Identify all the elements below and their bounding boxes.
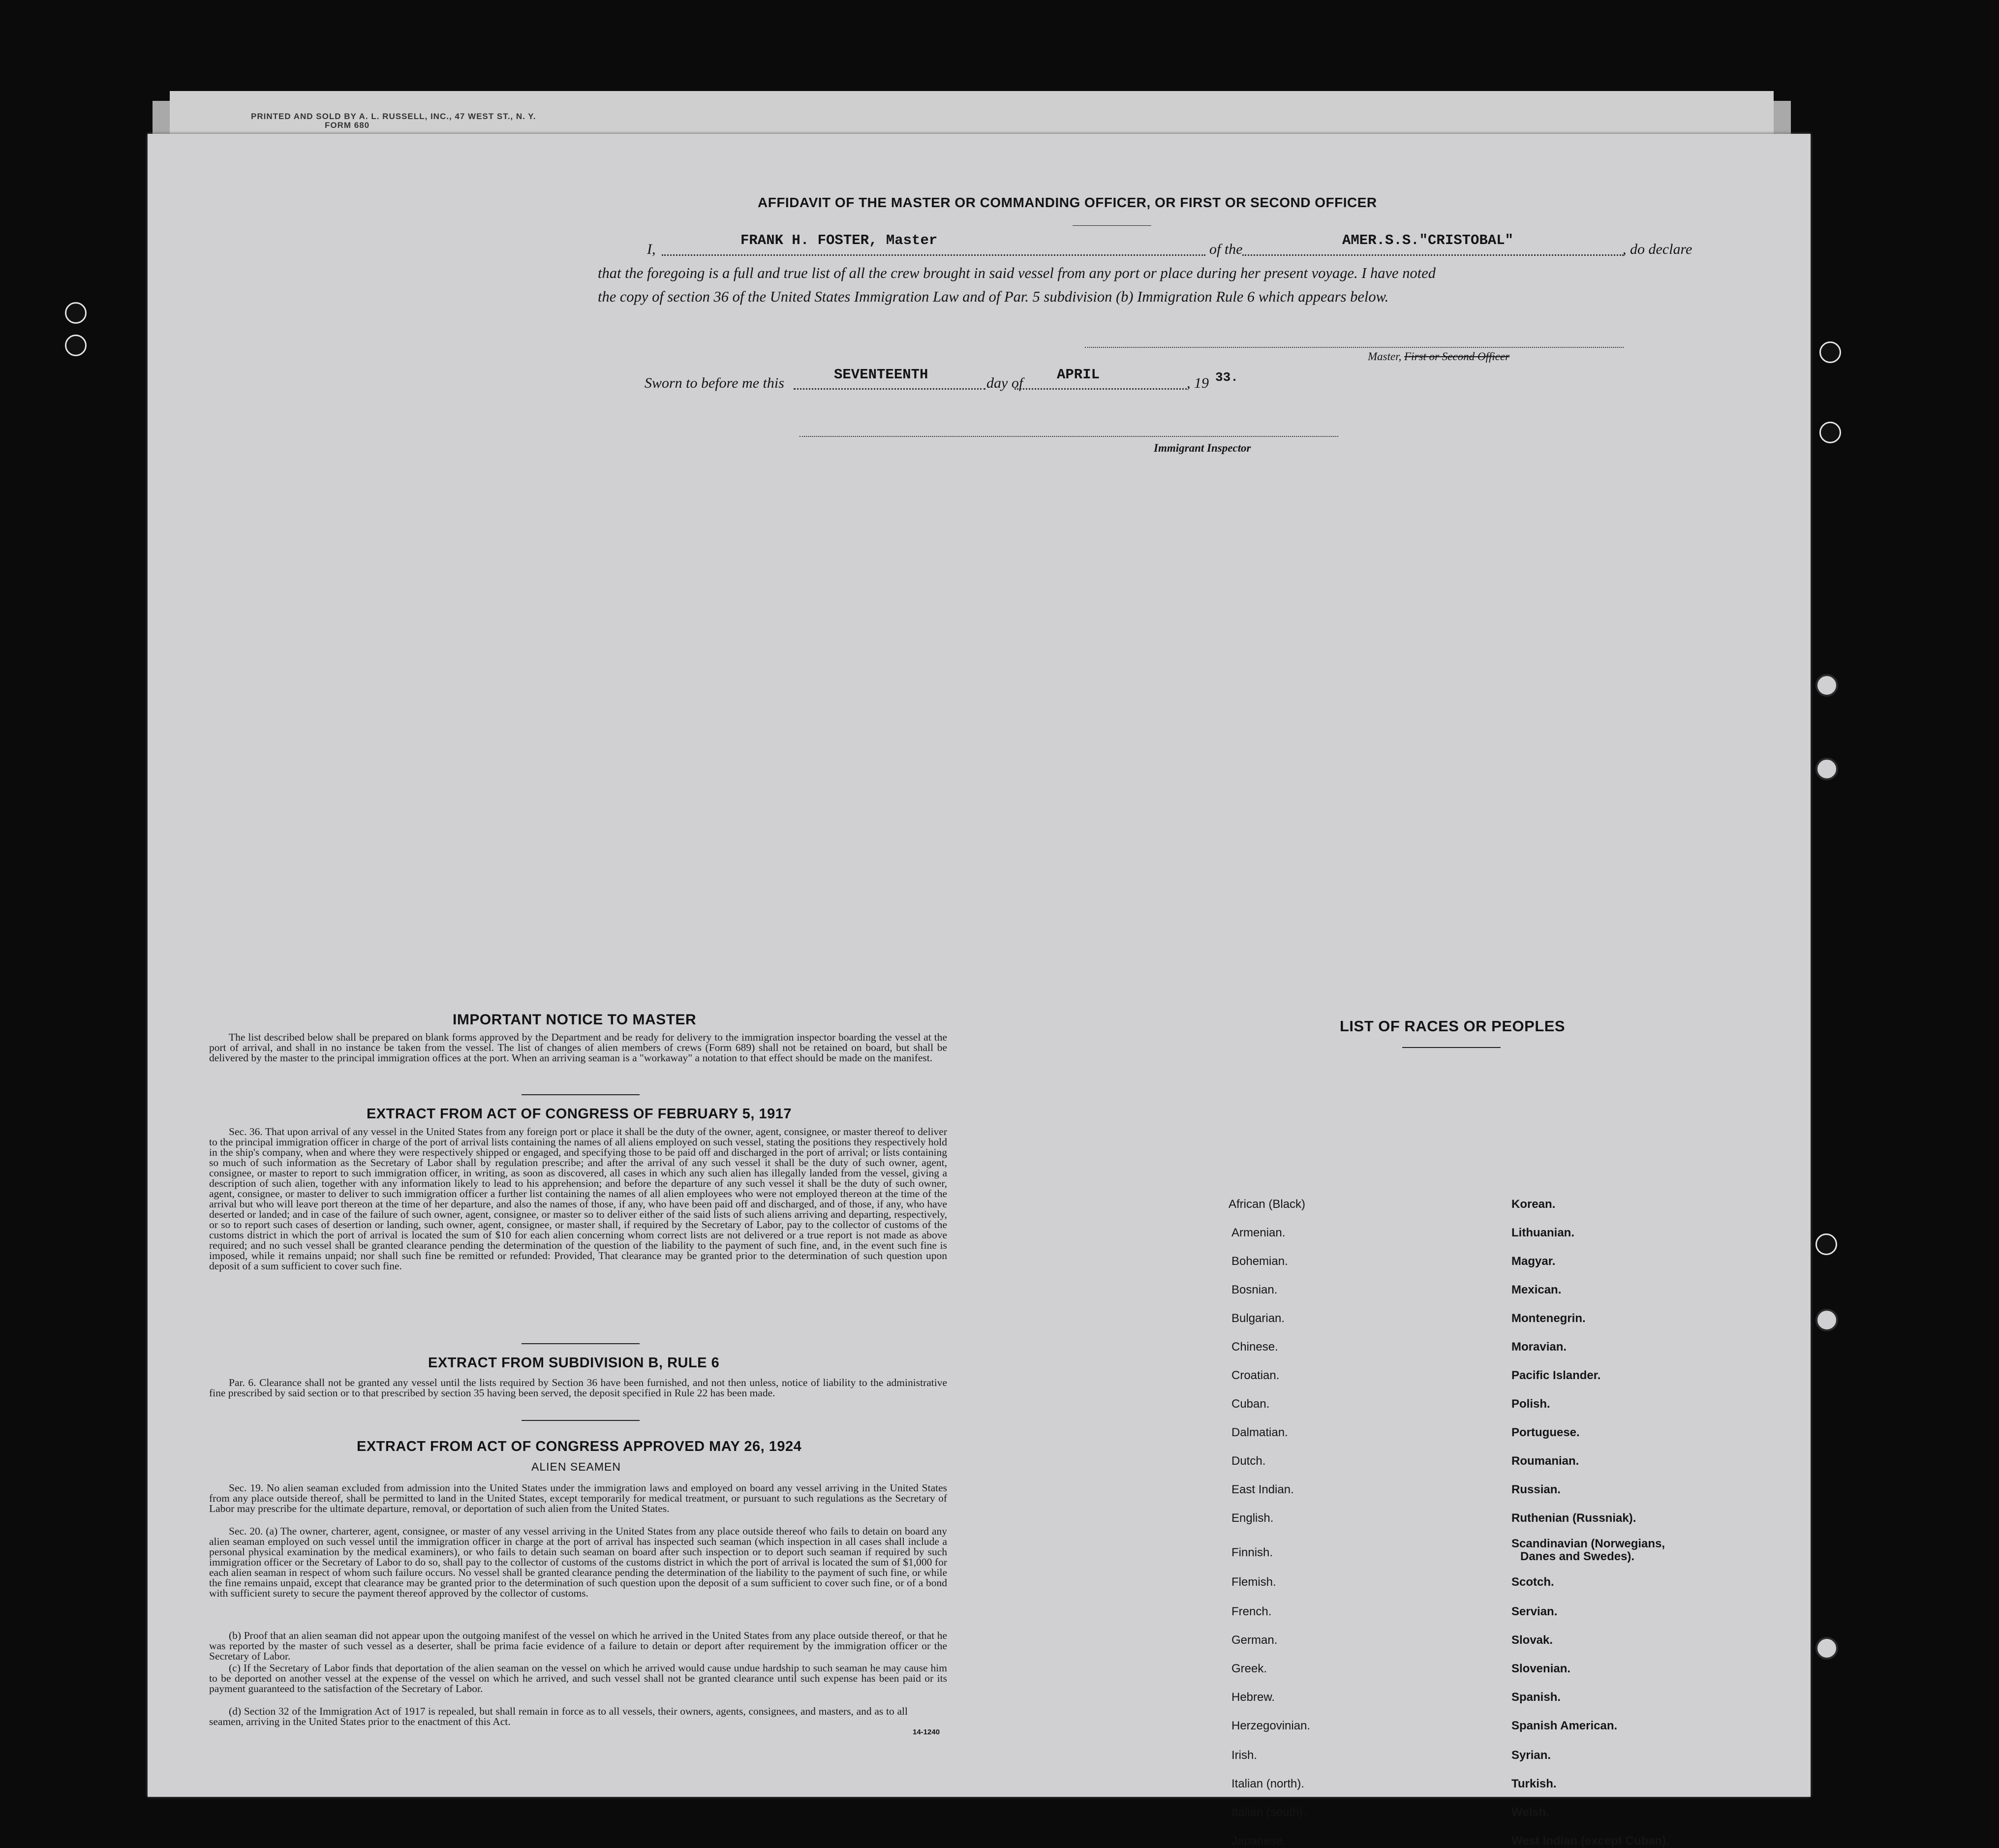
punch-hole-left-1	[65, 302, 87, 324]
of-the-label: of the	[1209, 241, 1243, 257]
declare-label: , do declare	[1623, 241, 1692, 257]
race-item-left: French.	[1231, 1605, 1272, 1618]
race-item-right: Roumanian.	[1511, 1454, 1579, 1468]
notice-divider	[522, 1094, 640, 1095]
printer-imprint-line: PRINTED AND SOLD BY A. L. RUSSELL, INC., 47 WEST ST., N. Y.	[251, 112, 536, 121]
race-item-left: Chinese.	[1231, 1340, 1278, 1354]
punch-hole-right-3	[1815, 674, 1838, 697]
sec20d-text: (d) Section 32 of the Immigration Act of 1917 is repealed, but shall remain in force as to all vessels, their owners, agents, consignees, and masters, and as to all seamen, arriving in the United States prior to the enactment of this Act.	[209, 1705, 908, 1727]
notice-title: IMPORTANT NOTICE TO MASTER	[453, 1012, 697, 1028]
race-item-left: Bohemian.	[1231, 1255, 1288, 1268]
sec20b-text: (b) Proof that an alien seaman did not appear upon the outgoing manifest of the vessel on which he arrived in the United States from any place outside thereof, or that he was reported by the master of such vessel as a deserter, shall be prima facie evidence of a failure to detain or deport after requirement by the immigration officer or the Secretary of Labor.	[209, 1630, 947, 1662]
form-number: FORM 680	[325, 121, 370, 130]
punch-hole-right-1	[1819, 341, 1841, 363]
race-item-right: Moravian.	[1511, 1340, 1567, 1354]
race-item-left: Bulgarian.	[1231, 1312, 1285, 1325]
sec20c-text: (c) If the Secretary of Labor finds that deportation of the alien seaman on the vessel on which he arrived would cause undue hardship to such seaman he may cause him to be deported on another vessel at the expense of the vessel on which he arrived, and such vessel shall not be granted clearance until such expense has been paid or its payment guaranteed to the satisfaction of the Secretary of Labor.	[209, 1662, 947, 1694]
races-title: LIST OF RACES OR PEOPLES	[1340, 1017, 1566, 1035]
master-signature-line	[1085, 347, 1624, 348]
race-item-right: Scandinavian (Norwegians,	[1511, 1537, 1665, 1550]
inspector-label: Immigrant Inspector	[1154, 442, 1251, 454]
race-item-right: Turkish.	[1511, 1777, 1557, 1790]
race-item-left: Dutch.	[1231, 1454, 1266, 1468]
race-item-right: Russian.	[1511, 1483, 1561, 1496]
race-item-left: Herzegovinian.	[1231, 1719, 1311, 1732]
punch-hole-right-2	[1819, 422, 1841, 443]
race-item-right: Syrian.	[1511, 1749, 1551, 1762]
affidavit-body-line-2: the copy of section 36 of the United States Immigration Law and of Par. 5 subdivision (b) Immigration Rule 6 which appears below.	[598, 288, 1389, 305]
race-item-right: West Indian (except Cuban).	[1511, 1834, 1669, 1848]
race-item-right: Pacific Islander.	[1511, 1369, 1601, 1382]
struck-officer-text: First or Second Officer	[1404, 350, 1510, 363]
race-item-left: Italian (south).	[1231, 1806, 1307, 1819]
race-item-left: Bosnian.	[1231, 1283, 1278, 1296]
race-item-left: Irish.	[1231, 1749, 1258, 1762]
extract-1917-title: EXTRACT FROM ACT OF CONGRESS OF FEBRUARY 5, 1917	[367, 1106, 792, 1122]
race-item-right: Ruthenian (Russniak).	[1511, 1511, 1636, 1525]
rule6-text: Par. 6. Clearance shall not be granted any vessel until the lists required by Section 36 have been furnished, and not then unless, notice of liability to the administrative fine prescribed by said section or to that prescribed by section 35 having been served, the deposit specified in Rule 22 has been made.	[209, 1377, 947, 1399]
punch-hole-left-2	[65, 335, 87, 356]
race-item-right: Servian.	[1511, 1605, 1558, 1618]
race-item-left: Hebrew.	[1231, 1691, 1275, 1704]
inspector-signature-line	[800, 436, 1338, 437]
declarant-line	[662, 254, 1205, 256]
notice-text: The list described below shall be prepared on blank forms approved by the Department and be ready for delivery to the immigration inspector boarding the vessel at the port of arrival, and shall in no instance be taken from the vessel. The list of changes of alien members of crews (Form 689) shall not be retained on board, but shall be delivered by the master to the principal immigration offices at the port. When an arriving seaman is a "workaway" a notation to that effect should be made on the manifest.	[209, 1031, 947, 1064]
race-item-right: Mexican.	[1511, 1283, 1562, 1296]
year-prefix: , 19	[1187, 375, 1209, 391]
extract-1924-title: EXTRACT FROM ACT OF CONGRESS APPROVED MAY 26, 1924	[357, 1439, 802, 1454]
race-item-left: East Indian.	[1231, 1483, 1294, 1496]
day-of-label: day of	[986, 375, 1023, 391]
race-item-right: Lithuanian.	[1511, 1226, 1574, 1239]
race-item-right: Spanish.	[1511, 1691, 1561, 1704]
race-item-left: African (Black)	[1229, 1198, 1306, 1211]
race-item-right: Korean.	[1511, 1198, 1556, 1211]
sec20a-text: Sec. 20. (a) The owner, charterer, agent, consignee, or master of any vessel arriving in the United States from any place outside thereof who fails to detain on board any alien seaman employed on such vessel until the immigration officer in charge at the port of arrival has inspected such seaman (which inspection in all cases shall include a personal physical examination by the medical examiners), or who fails to detain such seaman on board after such inspection or to deport such seaman if required by such immigration officer or the Secretary of Labor to do so, shall pay to the collector of customs of the customs district in which the port of arrival is located the sum of $1,000 for each alien seaman in respect of whom such failure occurs. No vessel shall be granted clearance pending the determination of the liability to the payment of such fine, or while the fine remains unpaid, except that clearance may be granted prior to the determination of such question upon the deposit of a sum sufficient to cover such fine, or of a bond with sufficient surety to secure the payment thereof approved by the collector of customs.	[209, 1525, 947, 1599]
race-item-left: Italian (north).	[1231, 1777, 1305, 1790]
alien-seamen-subtitle: ALIEN SEAMEN	[531, 1460, 621, 1473]
affidavit-body-line-1: that the foregoing is a full and true list of all the crew brought in said vessel from any port or place during her present voyage. I have noted	[598, 265, 1436, 281]
sec19-text: Sec. 19. No alien seaman excluded from admission into the United States under the immigration laws and employed on board any vessel arriving in the United States from any place outside thereof, shall be permitted to land in the United States, except temporarily for medical treatment, or pursuant to such regulations as the Secretary of Labor may prescribe for the ultimate departure, removal, or deportation of such alien from the United States.	[209, 1482, 947, 1514]
sworn-label: Sworn to before me this	[645, 375, 784, 391]
declarant-prefix: I,	[647, 241, 656, 257]
punch-hole-right-6	[1815, 1309, 1838, 1331]
affidavit-title: AFFIDAVIT OF THE MASTER OR COMMANDING OFFICER, OR FIRST OR SECOND OFFICER	[758, 195, 1377, 210]
race-item-right: Montenegrin.	[1511, 1312, 1586, 1325]
master-label-text: Master,	[1368, 350, 1402, 363]
sworn-year: 33.	[1215, 370, 1238, 385]
rule6-title: EXTRACT FROM SUBDIVISION B, RULE 6	[428, 1355, 720, 1371]
race-item-left: Japanese.	[1231, 1834, 1286, 1848]
races-divider	[1402, 1047, 1501, 1048]
race-item-left: Cuban.	[1231, 1397, 1270, 1411]
race-item-left: Flemish.	[1231, 1575, 1276, 1589]
form-code: 14-1240	[913, 1728, 940, 1736]
race-item-left: Armenian.	[1231, 1226, 1286, 1239]
race-item-left: Greek.	[1231, 1662, 1267, 1675]
race-item-right: Portuguese.	[1511, 1426, 1580, 1439]
extract-1917-divider	[522, 1343, 640, 1344]
sworn-day-line	[794, 388, 985, 390]
race-item-left: Croatian.	[1231, 1369, 1280, 1382]
race-item-right: Magyar.	[1511, 1255, 1556, 1268]
race-item-left: Dalmatian.	[1231, 1426, 1288, 1439]
sworn-month-line	[1015, 388, 1187, 390]
rule6-divider	[522, 1420, 640, 1421]
sworn-day: SEVENTEENTH	[834, 367, 928, 383]
race-item-right: Spanish American.	[1511, 1719, 1618, 1732]
document-page	[148, 134, 1811, 1848]
extract-1917-text: Sec. 36. That upon arrival of any vessel in the United States from any foreign port or place it shall be the duty of the owner, agent, consignee, or master thereof to deliver to the principal immigration officer in charge of the port of arrival lists containing the names of all aliens employed on such vessel, stating the positions they respectively hold in the ship's company, when and where they were respectively shipped or engaged, and specifying those to be paid off and discharged in the port of arrival; or lists containing so much of such information as the Secretary of Labor shall by regulation prescribe; and after the arrival of any such vessel it shall be the duty of such owner, agent, consignee, or master to report to such immigration officer, in writing, as soon as discovered, all cases in which any such alien has illegally landed from the vessel, giving a description of such alien, together with any information likely to lead to his apprehension; and before the departure of any such vessel it shall be the duty of such owner, agent, consignee, or master to deliver to such immigration officer a further list containing the names of all alien employees who were not employed thereon at the time of the arrival but who will leave port thereon at the time of her departure, and also the names of those, if any, who have been paid off and discharged, and of those, if any, who have deserted or landed; and in case of the failure of such owner, agent, consignee, or master so to deliver either of the said lists of such aliens arriving and departing, respectively, or so to report such cases of desertion or landing, such owner, agent, consignee, or master shall, if required by the Secretary of Labor, pay to the collector of customs of the customs district in which the port of arrival is located the sum of $10 for each alien concerning whom correct lists are not delivered or a true report is not made as above required; and no such vessel shall be granted clearance pending the determination of the question of the liability to the payment of such fine, and, in the event such fine is imposed, while it remains unpaid; nor shall such fine be remitted or refunded: Provided, That clearance may be granted prior to the determination of such question upon deposit of a sum sufficient to cover such fine.	[209, 1126, 947, 1272]
master-label	[1368, 350, 1509, 363]
declarant-name: FRANK H. FOSTER, Master	[740, 232, 938, 248]
printer-imprint	[251, 112, 536, 130]
race-item-left: English.	[1231, 1511, 1274, 1525]
punch-hole-right-4	[1815, 758, 1838, 780]
title-divider	[1073, 225, 1151, 226]
race-item-right: Polish.	[1511, 1397, 1550, 1411]
punch-hole-right-5	[1815, 1233, 1837, 1255]
race-item-left: German.	[1231, 1633, 1278, 1647]
sworn-month: APRIL	[1057, 367, 1100, 383]
race-item-right: Slovak.	[1511, 1633, 1553, 1647]
race-item-right: Welsh.	[1511, 1806, 1549, 1819]
punch-hole-right-7	[1815, 1637, 1838, 1660]
race-item-left: Finnish.	[1231, 1546, 1273, 1559]
race-item-right: Scotch.	[1511, 1575, 1554, 1589]
vessel-line	[1242, 254, 1624, 256]
race-item-right: Slovenian.	[1511, 1662, 1571, 1675]
vessel-name: AMER.S.S."CRISTOBAL"	[1342, 232, 1514, 248]
race-item-right: Danes and Swedes).	[1520, 1550, 1635, 1563]
